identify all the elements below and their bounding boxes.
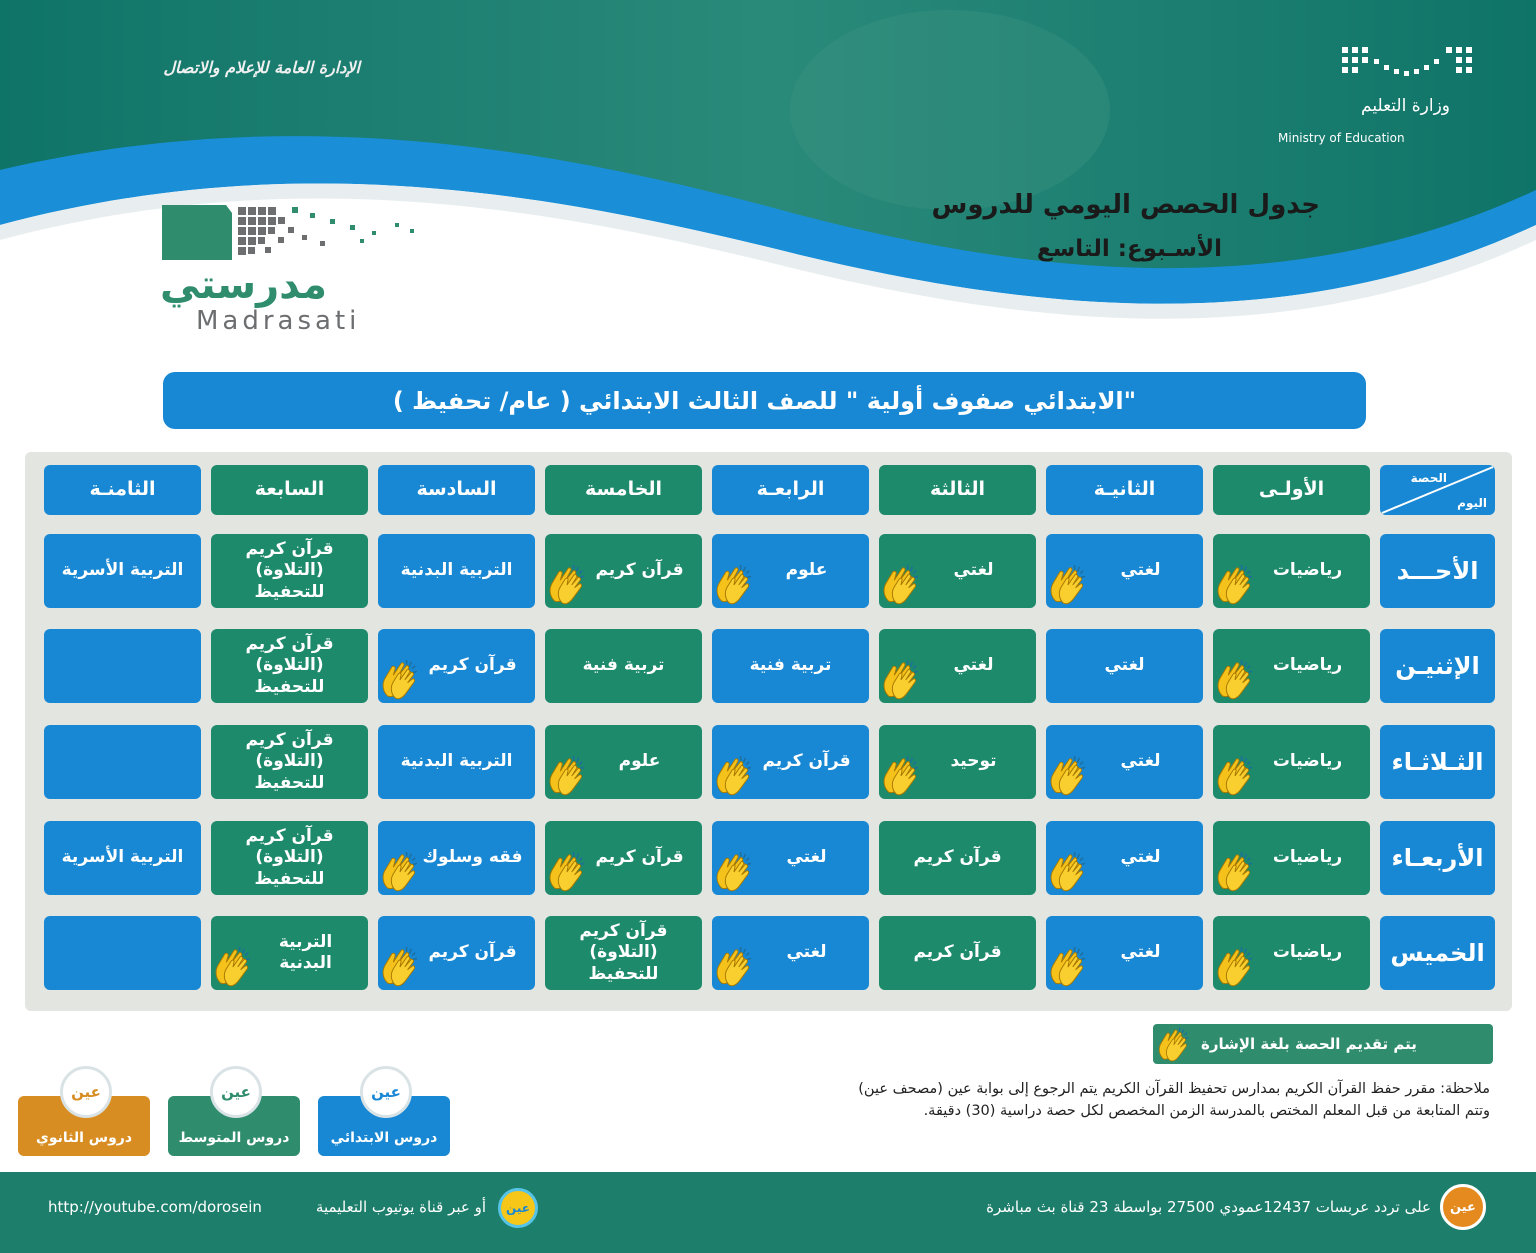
ein-logo: عين — [360, 1066, 412, 1118]
period-header: الخامسة — [545, 465, 702, 515]
sign-language-legend — [1153, 1024, 1493, 1064]
lesson-name: قرآن كريم — [913, 847, 1002, 868]
legend-text: يتم تقديم الحصة بلغة الإشارة — [1201, 1035, 1417, 1053]
lesson-name: علوم — [785, 560, 828, 581]
diagonal-divider — [1380, 465, 1495, 515]
lesson-cell — [545, 725, 702, 799]
lesson-name: قرآن كريم (التلاوة) للتحفيظ — [245, 539, 334, 602]
lesson-cell — [44, 916, 201, 990]
lesson-cell — [879, 534, 1036, 608]
lesson-cell — [1046, 821, 1203, 895]
sign-language-icon — [1048, 562, 1086, 606]
sign-language-icon — [714, 849, 752, 893]
lesson-name: قرآن كريم (التلاوة) للتحفيظ — [579, 921, 668, 984]
lesson-name: تربية فنية — [749, 655, 832, 676]
lesson-cell — [545, 821, 702, 895]
youtube-url[interactable]: http://youtube.com/dorosein — [48, 1198, 262, 1216]
corner-day-label: اليوم — [1457, 496, 1487, 510]
sign-language-icon — [1215, 753, 1253, 797]
lesson-cell — [1213, 725, 1370, 799]
lesson-cell — [545, 534, 702, 608]
lesson-cell — [1213, 534, 1370, 608]
lesson-cell — [545, 629, 702, 703]
sign-language-icon — [1215, 562, 1253, 606]
sign-language-icon — [1215, 944, 1253, 988]
lesson-cell — [44, 534, 201, 608]
day-label: الخميس — [1380, 916, 1495, 990]
day-label: الأحـــد — [1380, 534, 1495, 608]
lesson-cell — [712, 916, 869, 990]
lesson-name: رياضيات — [1272, 560, 1343, 581]
lesson-name: لغتي — [953, 655, 994, 676]
badge-label: دروس المتوسط — [178, 1130, 290, 1146]
ministry-name-ar: وزارة التعليم — [1361, 96, 1450, 116]
lesson-name: قرآن كريم — [595, 847, 684, 868]
sign-language-icon — [714, 944, 752, 988]
lesson-cell — [712, 725, 869, 799]
day-label: الثـلاثـاء — [1380, 725, 1495, 799]
sign-language-icon — [881, 657, 919, 701]
sign-language-icon — [1048, 944, 1086, 988]
brand-name-ar: مدرستي — [160, 262, 328, 308]
lesson-name: لغتي — [1104, 655, 1145, 676]
lesson-cell — [1046, 534, 1203, 608]
lesson-name: قرآن كريم (التلاوة) للتحفيظ — [245, 634, 334, 697]
day-label: الأربعـاء — [1380, 821, 1495, 895]
period-header: السابعة — [211, 465, 368, 515]
lesson-name: توحيد — [950, 751, 997, 772]
brand-name-en: Madrasati — [196, 306, 361, 336]
lesson-name: التربية البدنية — [400, 751, 513, 772]
department-logo-text: الإدارة العامة للإعلام والاتصال — [163, 58, 360, 77]
lesson-name: قرآن كريم — [595, 560, 684, 581]
lesson-cell — [44, 821, 201, 895]
lesson-cell — [211, 725, 368, 799]
lesson-name: لغتي — [1120, 942, 1161, 963]
lesson-name: علوم — [618, 751, 661, 772]
sign-language-icon — [380, 849, 418, 893]
sign-language-icon — [714, 753, 752, 797]
sign-language-icon — [881, 753, 919, 797]
lesson-cell — [879, 629, 1036, 703]
lesson-cell — [378, 916, 535, 990]
period-header: الثامنـة — [44, 465, 201, 515]
lesson-cell — [378, 629, 535, 703]
lesson-name: لغتي — [786, 847, 827, 868]
lesson-name: قرآن كريم — [913, 942, 1002, 963]
lesson-cell — [1213, 629, 1370, 703]
lesson-name: قرآن كريم — [428, 942, 517, 963]
lesson-name: التربية الأسرية — [61, 560, 184, 581]
ein-logo: عين — [210, 1066, 262, 1118]
lesson-cell — [712, 821, 869, 895]
lesson-cell — [44, 725, 201, 799]
lesson-cell — [1213, 821, 1370, 895]
sign-language-icon — [547, 849, 585, 893]
sign-language-icon — [1215, 849, 1253, 893]
ministry-name-en: Ministry of Education — [1278, 131, 1405, 145]
page-title: جدول الحصص اليومي للدروس — [931, 190, 1320, 220]
day-label: الإثنيـن — [1380, 629, 1495, 703]
sign-language-icon — [881, 562, 919, 606]
lesson-name: لغتي — [1120, 847, 1161, 868]
period-header: الأولـى — [1213, 465, 1370, 515]
sign-language-icon — [213, 944, 251, 988]
badge-label: دروس الابتدائي — [330, 1130, 438, 1146]
period-header: الثانيـة — [1046, 465, 1203, 515]
ministry-dots-logo — [1340, 45, 1480, 85]
lesson-name: التربية البدنية — [400, 560, 513, 581]
lesson-name: قرآن كريم — [428, 655, 517, 676]
sign-language-icon — [380, 657, 418, 701]
sign-language-icon — [380, 944, 418, 988]
lesson-name: رياضيات — [1272, 751, 1343, 772]
lesson-cell — [1213, 916, 1370, 990]
badge-label: دروس الثانوي — [35, 1130, 133, 1146]
youtube-logo: عين — [498, 1188, 538, 1228]
sign-language-icon — [714, 562, 752, 606]
lesson-cell — [44, 629, 201, 703]
lesson-cell — [211, 821, 368, 895]
corner-period-label: الحصة — [1410, 471, 1447, 485]
lesson-cell — [378, 534, 535, 608]
lesson-name: لغتي — [953, 560, 994, 581]
lesson-name: رياضيات — [1272, 847, 1343, 868]
corner-header-cell — [1380, 465, 1495, 515]
youtube-text: أو عبر قناة يوتيوب التعليمية — [315, 1198, 486, 1216]
lesson-name: تربية فنية — [582, 655, 665, 676]
lesson-cell — [712, 534, 869, 608]
lesson-name: فقه وسلوك — [422, 847, 523, 868]
lesson-name: قرآن كريم (التلاوة) للتحفيظ — [245, 730, 334, 793]
lesson-cell — [211, 534, 368, 608]
sign-language-icon — [1153, 1026, 1193, 1062]
lesson-cell — [1046, 725, 1203, 799]
lesson-name: التربية الأسرية — [61, 847, 184, 868]
sign-language-icon — [547, 562, 585, 606]
sign-language-icon — [1048, 849, 1086, 893]
lesson-cell — [712, 629, 869, 703]
lesson-cell — [879, 725, 1036, 799]
lesson-cell — [211, 916, 368, 990]
lesson-name: التربية البدنية — [278, 931, 333, 973]
lesson-cell — [378, 821, 535, 895]
period-header: السادسة — [378, 465, 535, 515]
period-header: الرابعـة — [712, 465, 869, 515]
lesson-name: رياضيات — [1272, 655, 1343, 676]
channel-frequency: على تردد عربسات 12437عمودي 27500 بواسطة 23 قناة بث مباشرة — [986, 1198, 1431, 1216]
lesson-name: قرآن كريم (التلاوة) للتحفيظ — [245, 826, 334, 889]
lesson-name: لغتي — [1120, 560, 1161, 581]
lesson-cell — [1046, 916, 1203, 990]
lesson-name: لغتي — [1120, 751, 1161, 772]
sign-language-icon — [547, 753, 585, 797]
channel-logo: عين — [1440, 1184, 1486, 1230]
note-text: ملاحظة: مقرر حفظ القرآن الكريم بمدارس تحفيظ القرآن الكريم يتم الرجوع إلى بوابة عين (مصحف عين) وتتم المتابعة من قبل المعلم المختص بالمدرسة الزمن المخصص لكل حصة دراسية (30) دقيقة. — [858, 1081, 1490, 1120]
sign-language-icon — [1215, 657, 1253, 701]
period-header: الثالثة — [879, 465, 1036, 515]
week-label: الأسـبوع: التاسع — [1036, 236, 1222, 262]
lesson-cell — [211, 629, 368, 703]
lesson-cell — [545, 916, 702, 990]
lesson-cell — [1046, 629, 1203, 703]
class-banner: "الابتدائي صفوف أولية " للصف الثالث الابتدائي ( عام/ تحفيظ ) — [163, 372, 1366, 429]
ein-logo: عين — [60, 1066, 112, 1118]
lesson-name: لغتي — [786, 942, 827, 963]
sign-language-icon — [1048, 753, 1086, 797]
lesson-cell — [378, 725, 535, 799]
lesson-cell — [879, 821, 1036, 895]
lesson-cell — [879, 916, 1036, 990]
lesson-name: رياضيات — [1272, 942, 1343, 963]
lesson-name: قرآن كريم — [762, 751, 851, 772]
